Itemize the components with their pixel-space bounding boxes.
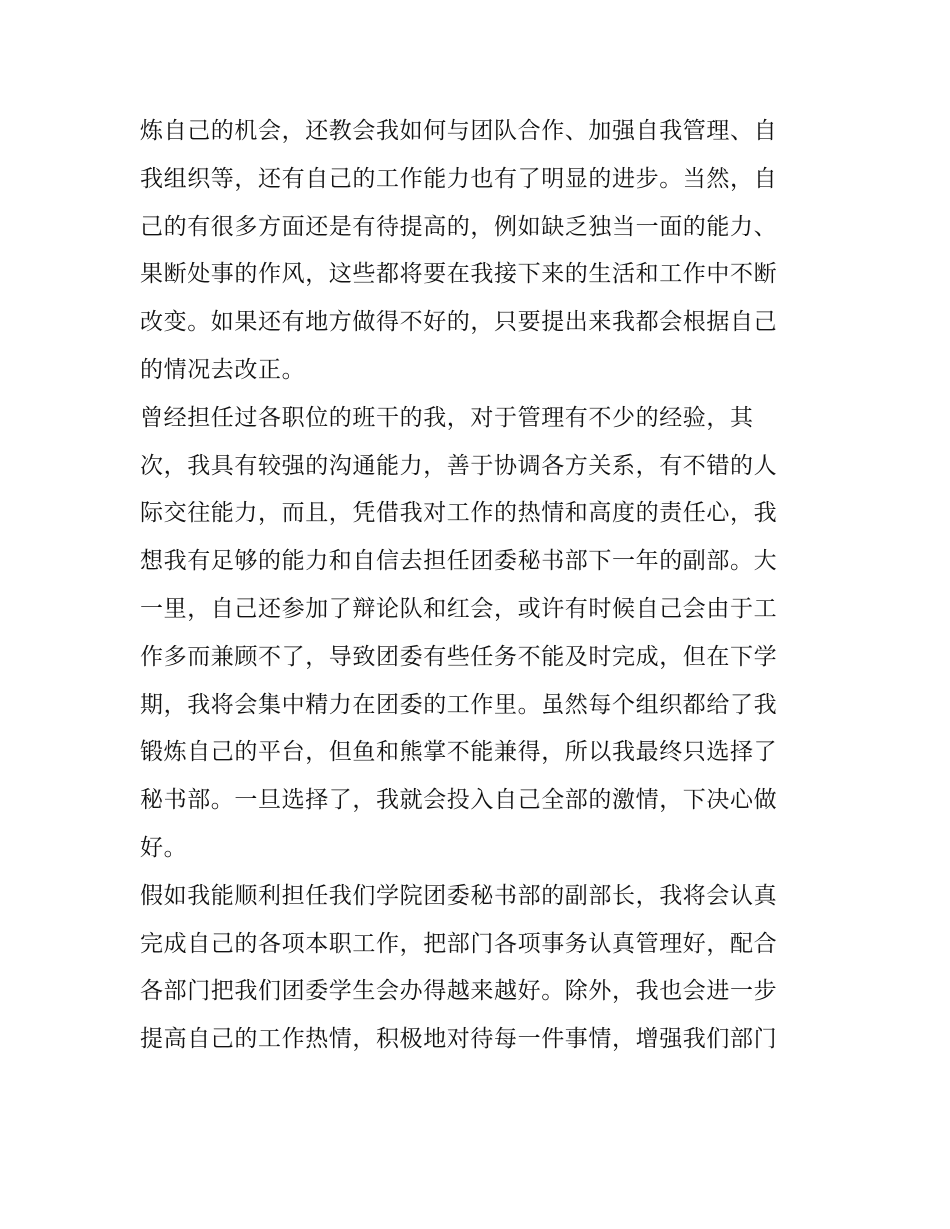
document-body [140, 108, 820, 1064]
text-line: 提高自己的工作热情，积极地对待每一件事情，增强我们部门 [140, 1026, 778, 1053]
text-line: 想我有足够的能力和自信去担任团委秘书部下一年的副部。大 [140, 548, 778, 575]
text-line: 秘书部。一旦选择了，我就会投入自己全部的激情，下决心做 [140, 787, 778, 814]
text-line: 曾经担任过各职位的班干的我，对于管理有不少的经验，其 [140, 404, 754, 431]
text-line: 次，我具有较强的沟通能力，善于协调各方关系，有不错的人 [140, 452, 778, 479]
text-line: 一里，自己还参加了辩论队和红会，或许有时候自己会由于工 [140, 595, 778, 622]
text-line: 作多而兼顾不了，导致团委有些任务不能及时完成，但在下学 [140, 643, 778, 670]
text-line: 期，我将会集中精力在团委的工作里。虽然每个组织都给了我 [140, 691, 778, 718]
text-line: 己的有很多方面还是有待提高的，例如缺乏独当一面的能力、 [140, 213, 778, 240]
text-line: 改变。如果还有地方做得不好的，只要提出来我都会根据自己 [140, 309, 778, 336]
text-line: 我组织等，还有自己的工作能力也有了明显的进步。当然，自 [140, 165, 778, 192]
text-line: 假如我能顺利担任我们学院团委秘书部的副部长，我将会认真 [140, 882, 778, 909]
text-line: 锻炼自己的平台，但鱼和熊掌不能兼得，所以我最终只选择了 [140, 739, 778, 766]
text-line: 各部门把我们团委学生会办得越来越好。除外，我也会进一步 [140, 978, 778, 1005]
text-line: 际交往能力，而且，凭借我对工作的热情和高度的责任心，我 [140, 500, 778, 527]
text-line: 炼自己的机会，还教会我如何与团队合作、加强自我管理、自 [140, 118, 778, 144]
text-line: 果断处事的作风，这些都将要在我接下来的生活和工作中不断 [140, 261, 778, 288]
text-line: 好。 [140, 834, 188, 861]
text-line: 的情况去改正。 [140, 356, 306, 383]
text-line: 完成自己的各项本职工作，把部门各项事务认真管理好，配合 [140, 930, 778, 957]
